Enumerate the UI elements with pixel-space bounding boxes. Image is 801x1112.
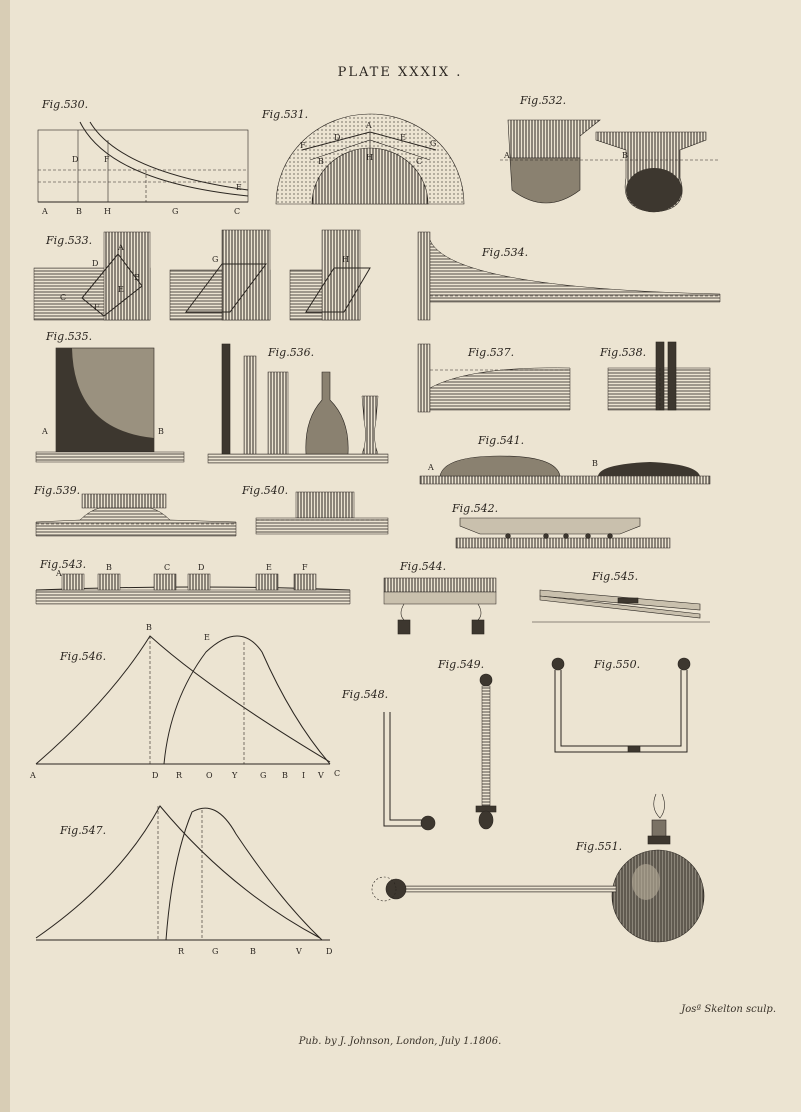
letter-g: G bbox=[172, 207, 179, 216]
figure-541 bbox=[420, 434, 710, 484]
letter-a: A bbox=[42, 427, 48, 436]
letter-g: G bbox=[212, 947, 219, 956]
publisher-credit: Pub. by J. Johnson, London, July 1.1806. bbox=[298, 1036, 502, 1047]
binding-edge bbox=[0, 0, 10, 1112]
letter-e: E bbox=[400, 133, 406, 142]
letter-c: C bbox=[334, 769, 341, 778]
figure-label: Fig.544. bbox=[400, 560, 447, 573]
figure-551 bbox=[372, 794, 704, 942]
letter-b2: B bbox=[282, 771, 288, 780]
letter-h: H bbox=[104, 207, 111, 216]
figure-533 bbox=[34, 230, 370, 320]
figure-label: Fig.551. bbox=[576, 840, 623, 853]
figure-534 bbox=[418, 232, 720, 320]
letter-g: G bbox=[212, 255, 219, 264]
letter-c: C bbox=[164, 563, 171, 572]
figure-547 bbox=[36, 806, 332, 956]
letter-d: D bbox=[152, 771, 159, 780]
letter-b: B bbox=[146, 623, 152, 632]
letter-b: B bbox=[76, 207, 82, 216]
letter-d: D bbox=[326, 947, 333, 956]
letter-h: H bbox=[366, 153, 373, 162]
letter-o: O bbox=[206, 771, 213, 780]
letter-b: B bbox=[158, 427, 164, 436]
figure-label: Fig.548. bbox=[342, 688, 389, 701]
figure-label: Fig.545. bbox=[592, 570, 639, 583]
letter-e: E bbox=[204, 633, 210, 642]
figure-label: Fig.533. bbox=[46, 234, 93, 247]
letter-a: A bbox=[42, 207, 48, 216]
letter-e: E bbox=[266, 563, 272, 572]
letter-v: V bbox=[318, 771, 324, 780]
letter-g: G bbox=[260, 771, 267, 780]
figure-label: Fig.536. bbox=[268, 346, 315, 359]
figure-label: Fig.540. bbox=[242, 484, 289, 497]
figure-label: Fig.549. bbox=[438, 658, 485, 671]
figure-label: Fig.532. bbox=[520, 94, 567, 107]
figure-label: Fig.534. bbox=[482, 246, 529, 259]
letter-b: B bbox=[318, 157, 324, 166]
letter-v: V bbox=[296, 947, 302, 956]
letter-e: E bbox=[236, 183, 242, 192]
figure-543 bbox=[36, 558, 350, 604]
figure-538 bbox=[599, 342, 710, 410]
plate-title: PLATE XXXIX . bbox=[337, 65, 463, 80]
figure-532 bbox=[500, 94, 720, 212]
figure-544 bbox=[384, 560, 496, 634]
letter-g: G bbox=[430, 139, 437, 148]
figure-537 bbox=[418, 344, 570, 412]
figure-label: Fig.538. bbox=[600, 346, 647, 359]
letter-b: B bbox=[592, 459, 598, 468]
figure-label: Fig.542. bbox=[452, 502, 499, 515]
figure-535 bbox=[36, 330, 184, 462]
figure-540 bbox=[241, 484, 388, 534]
letter-r: R bbox=[176, 771, 183, 780]
letter-f: F bbox=[302, 563, 308, 572]
letter-b: B bbox=[134, 273, 140, 282]
figure-label: Fig.535. bbox=[46, 330, 93, 343]
figure-label: Fig.543. bbox=[40, 558, 87, 571]
engraver-credit: Josª Skelton sculp. bbox=[681, 1004, 776, 1015]
letter-i: I bbox=[302, 771, 306, 780]
figure-label: Fig.541. bbox=[478, 434, 525, 447]
letter-a: A bbox=[118, 243, 124, 252]
figure-label: Fig.531. bbox=[262, 108, 309, 121]
figure-550 bbox=[552, 658, 690, 752]
letter-f: F bbox=[94, 303, 100, 312]
letter-c: C bbox=[234, 207, 241, 216]
figure-label: Fig.550. bbox=[594, 658, 641, 671]
figure-539 bbox=[33, 484, 236, 536]
bead-row bbox=[506, 534, 613, 539]
letter-a: A bbox=[504, 151, 510, 160]
letter-d: D bbox=[92, 259, 99, 268]
figure-536 bbox=[208, 344, 388, 463]
letter-a: A bbox=[428, 463, 434, 472]
letter-y: Y bbox=[232, 771, 238, 780]
figure-531 bbox=[261, 108, 464, 204]
letter-c: C bbox=[416, 157, 423, 166]
figure-label: Fig.547. bbox=[60, 824, 107, 837]
figure-label: Fig.530. bbox=[42, 98, 89, 111]
letter-a: A bbox=[366, 121, 372, 130]
letter-d: D bbox=[72, 155, 79, 164]
letter-f: F bbox=[104, 155, 110, 164]
letter-r: R bbox=[178, 947, 185, 956]
figure-label: Fig.537. bbox=[468, 346, 515, 359]
letter-f: F bbox=[300, 141, 306, 150]
figure-545 bbox=[532, 570, 710, 622]
letter-c: C bbox=[60, 293, 67, 302]
figure-label: Fig.539. bbox=[34, 484, 81, 497]
figure-546 bbox=[29, 623, 340, 780]
figure-label: Fig.546. bbox=[60, 650, 107, 663]
letter-d: D bbox=[334, 133, 341, 142]
letter-b: B bbox=[106, 563, 112, 572]
figure-542 bbox=[451, 502, 670, 548]
letter-a: A bbox=[56, 569, 62, 578]
letter-b: B bbox=[622, 151, 628, 160]
letter-h: H bbox=[342, 255, 349, 264]
letter-b: B bbox=[250, 947, 256, 956]
figure-530 bbox=[38, 98, 248, 216]
letter-a: A bbox=[30, 771, 36, 780]
letter-e: E bbox=[118, 285, 124, 294]
figure-548 bbox=[341, 688, 435, 830]
letter-d: D bbox=[198, 563, 205, 572]
figure-549 bbox=[437, 658, 496, 829]
